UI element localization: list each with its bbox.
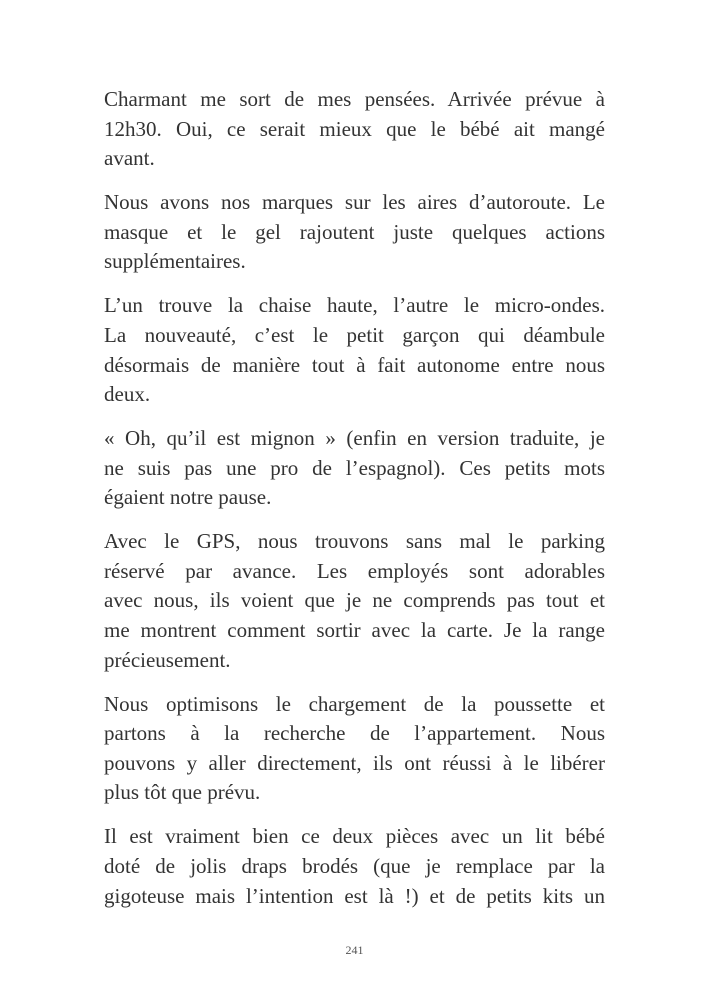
text-line: doté de jolis draps brodés (que je remplace par la bbox=[104, 854, 605, 878]
body-text bbox=[104, 85, 605, 926]
text-line: Il est vraiment bien ce deux pièces avec un lit bébé bbox=[104, 824, 605, 849]
text-line: avec nous, ils voient que je ne comprends pas tout et bbox=[104, 588, 605, 613]
text-line: gigoteuse mais l’intention est là !) et de petits kits un bbox=[104, 883, 605, 908]
text-line: me montrent comment sortir avec la carte. Je la range bbox=[104, 618, 605, 643]
paragraph bbox=[104, 527, 605, 675]
text-line: L’un trouve la chaise haute, l’autre le micro-ondes. bbox=[104, 293, 605, 318]
text-line: pouvons y aller directement, ils ont réussi à le libérer bbox=[104, 750, 605, 775]
text-line: ne suis pas une pro de l’espagnol). Ces petits mots bbox=[104, 455, 605, 480]
text-line: réservé par avance. Les employés sont adorables bbox=[104, 558, 605, 583]
text-line: partons à la recherche de l’appartement. Nous bbox=[104, 721, 605, 746]
text-line: 12h30. Oui, ce serait mieux que le bébé ait mangé bbox=[104, 116, 605, 141]
paragraph bbox=[104, 690, 605, 808]
text-line: La nouveauté, c’est le petit garçon qui déambule bbox=[104, 322, 605, 347]
text-line: Avec le GPS, nous trouvons sans mal le parking bbox=[104, 529, 605, 554]
text-line: avant. bbox=[104, 146, 155, 171]
paragraph bbox=[104, 424, 605, 513]
paragraph bbox=[104, 85, 605, 174]
text-line: masque et le gel rajoutent juste quelques actions bbox=[104, 219, 605, 244]
paragraph bbox=[104, 188, 605, 277]
text-line: égaient notre pause. bbox=[104, 485, 272, 510]
page-number: 241 bbox=[345, 943, 364, 957]
text-line: plus tôt que prévu. bbox=[104, 780, 261, 805]
text-line: Nous optimisons le chargement de la poussette et bbox=[104, 691, 605, 716]
text-line: « Oh, qu’il est mignon » (enfin en version traduite, je bbox=[104, 426, 605, 451]
text-line: précieusement. bbox=[104, 647, 231, 672]
text-line: Charmant me sort de mes pensées. Arrivée prévue à bbox=[104, 87, 605, 111]
paragraph bbox=[104, 291, 605, 409]
text-line: supplémentaires. bbox=[104, 249, 246, 274]
paragraph bbox=[104, 822, 605, 911]
text-line: deux. bbox=[104, 382, 151, 407]
text-line: Nous avons nos marques sur les aires d’autoroute. Le bbox=[104, 190, 605, 215]
text-line: désormais de manière tout à fait autonome entre nous bbox=[104, 352, 605, 377]
